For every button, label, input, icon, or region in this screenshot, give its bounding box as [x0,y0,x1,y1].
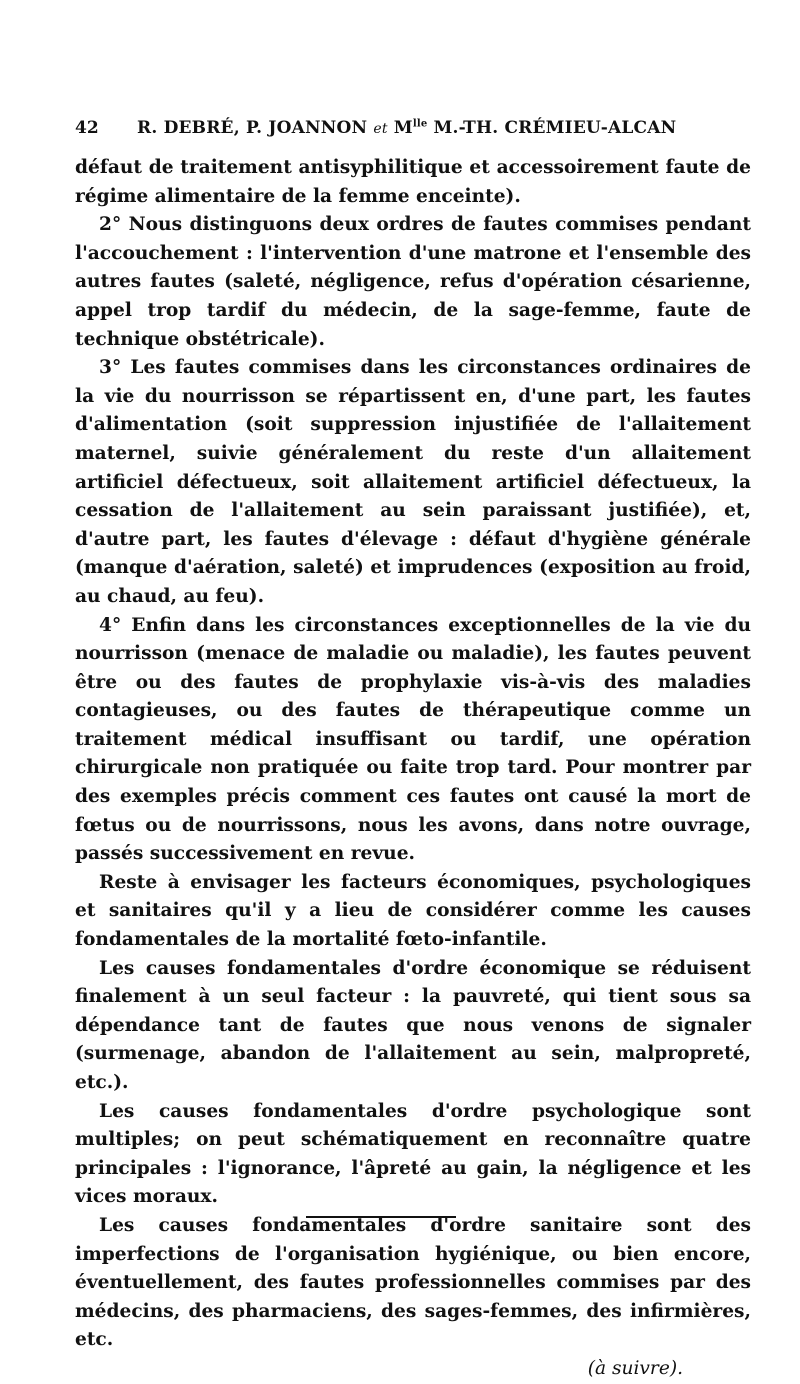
paragraph-2: 2° Nous distinguons deux ordres de fautes commises pendant l'accouchement : l'intervention d'une matrone et l'ensemble des autres fautes (saleté, négligence, refus d'opération césarienne, appel trop tardif du médecin, de la sage-femme, faute de technique obstétricale). [75,214,751,350]
paragraph-8: Les causes fondamentales d'ordre sanitaire sont des imperfections de l'organisation hygiénique, ou bien encore, éventuellement, des fautes professionnelles commises par des médecins, des pharmaciens, des sages-femmes, des infirmières, etc. [75,1214,751,1351]
running-header [75,118,751,154]
document-page [75,118,751,1384]
paragraph-1: défaut de traitement antisyphilitique et accessoirement faute de régime alimentaire de la femme enceinte). [75,157,751,207]
running-title [137,118,676,138]
page-number: 42 [75,118,99,138]
to-be-continued: (à suivre). [587,1357,683,1379]
end-rule [306,1216,456,1218]
authors-part1: R. DEBRÉ, P. JOANNON [137,118,368,138]
authors-part2: M.-TH. CRÉMIEU-ALCAN [433,118,677,138]
paragraph-6: Les causes fondamentales d'ordre économique se réduisent finalement à un seul facteur : la pauvreté, qui tient sous sa dépendance tant de fautes que nous venons de signaler (surmenage, abandon de l'allaitement au sein, malpropreté, etc.). [75,957,751,1093]
authors-mlle: M [393,118,413,138]
paragraph-7: Les causes fondamentales d'ordre psychologique sont multiples; on peut schématiquement en reconnaître quatre principales : l'ignorance, l'âpreté au gain, la négligence et les vices moraux. [75,1100,751,1208]
authors-mlle-sup: lle [412,118,428,130]
paragraph-5: Reste à envisager les facteurs économiques, psychologiques et sanitaires qu'il y a lieu de considérer comme les causes fondamentales de la mortalité fœto-infantile. [75,871,751,951]
paragraph-3: 3° Les fautes commises dans les circonstances ordinaires de la vie du nourrisson se répartissent en, d'une part, les fautes d'alimentation (soit suppression injustifiée de l'allaitement maternel, suivie généralement du reste d'un allaitement artificiel défectueux, soit allaitement artificiel défectueux, la cessation de l'allaitement au sein paraissant justifiée), et, d'autre part, les fautes d'élevage : défaut d'hygiène générale (manque d'aération, saleté) et imprudences (exposition au froid, au chaud, au feu). [75,357,751,607]
body-text [75,154,751,1355]
paragraph-4: 4° Enfin dans les circonstances exceptionnelles de la vie du nourrisson (menace de maladie ou maladie), les fautes peuvent être ou des fautes de prophylaxie vis-à-vis des maladies contagieuses, ou des fautes de thérapeutique comme un traitement médical insuffisant ou tardif, une opération chirurgicale non pratiquée ou faite trop tard. Pour montrer par des exemples précis comment ces fautes ont causé la mort de fœtus ou de nourrissons, nous les avons, dans notre ouvrage, passés successivement en revue. [75,614,751,865]
authors-et: et [373,121,388,137]
